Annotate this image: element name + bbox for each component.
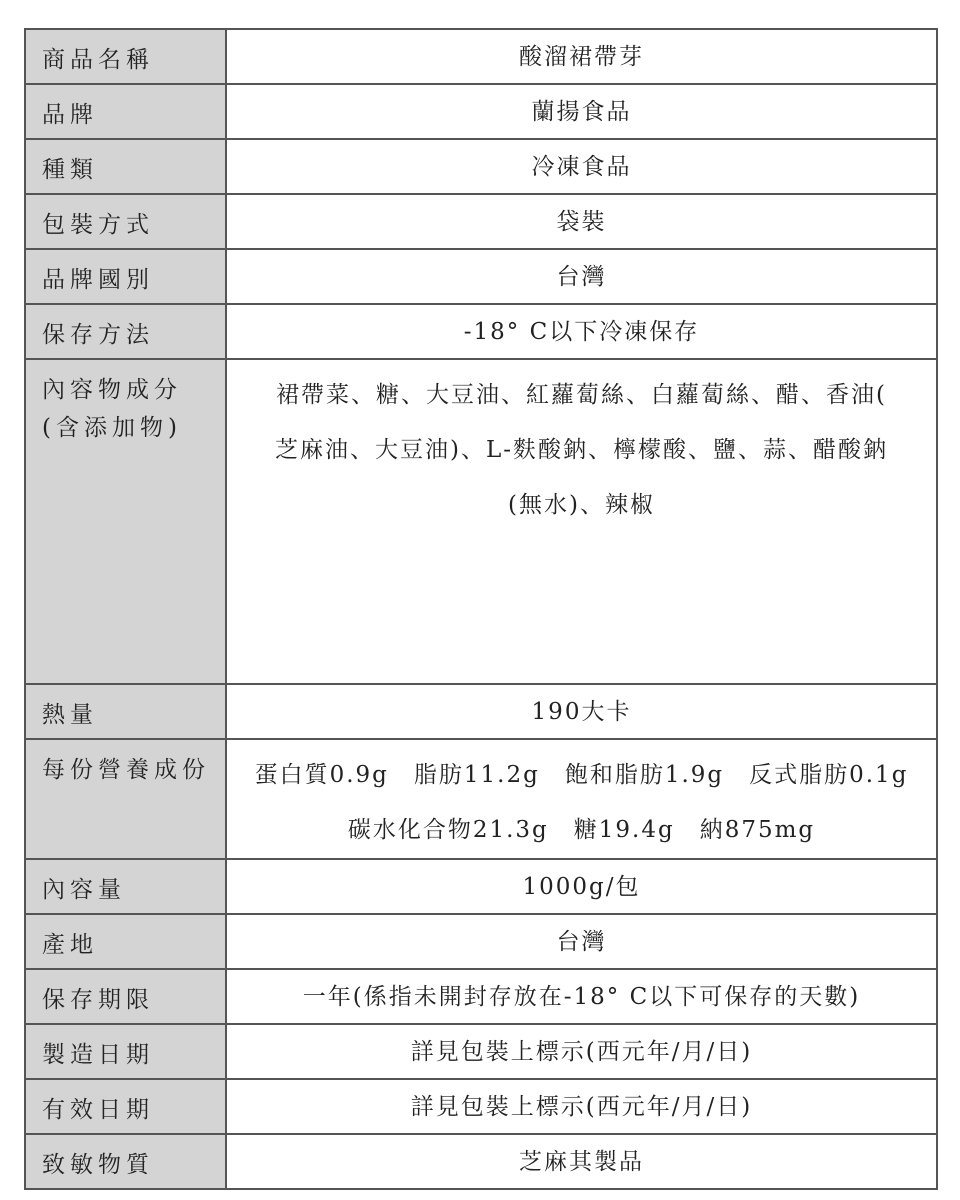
row-label-origin: 產地 [25,914,226,969]
row-label-category: 種類 [25,139,226,194]
row-label-storage-method: 保存方法 [25,304,226,359]
row-value-calories: 190大卡 [226,684,937,739]
row-value-net-content: 1000g/包 [226,859,937,914]
row-value-storage-method: -18° C以下冷凍保存 [226,304,937,359]
ingredients-line: 芝麻油、大豆油)、L-麩酸鈉、檸檬酸、鹽、蒜、醋酸鈉 [274,437,889,463]
row-label-brand: 品牌 [25,84,226,139]
row-value-ingredients [226,359,937,684]
ingredients-line: (無水)、辣椒 [508,492,655,518]
row-value-packaging: 袋裝 [226,194,937,249]
table-row [25,739,937,859]
table-row [25,194,937,249]
table-row [25,969,937,1024]
table-row [25,1024,937,1079]
nutrition-line: 蛋白質0.9g 脂肪11.2g 飽和脂肪1.9g 反式脂肪0.1g [254,762,909,788]
table-row [25,249,937,304]
row-value-origin: 台灣 [226,914,937,969]
ingredients-label-sub: (含添加物) [42,415,182,441]
row-label-shelf-life: 保存期限 [25,969,226,1024]
table-row [25,1134,937,1189]
table-row [25,914,937,969]
table-row [25,139,937,194]
table-row [25,29,937,84]
row-label-ingredients [25,359,226,684]
row-value-shelf-life: 一年(係指未開封存放在-18° C以下可保存的天數) [226,969,937,1024]
row-label-manufacture-date: 製造日期 [25,1024,226,1079]
row-value-expiry-date: 詳見包裝上標示(西元年/月/日) [226,1079,937,1134]
table-row [25,84,937,139]
row-value-nutrition [226,739,937,859]
row-value-allergens: 芝麻其製品 [226,1134,937,1189]
ingredients-label-main: 內容物成分 [42,377,182,403]
row-value-brand-country: 台灣 [226,249,937,304]
row-value-manufacture-date: 詳見包裝上標示(西元年/月/日) [226,1024,937,1079]
table-row [25,359,937,684]
row-label-calories: 熱量 [25,684,226,739]
row-label-net-content: 內容量 [25,859,226,914]
row-label-nutrition: 每份營養成份 [25,739,226,859]
product-spec-table [24,28,938,1190]
row-label-brand-country: 品牌國別 [25,249,226,304]
row-label-packaging: 包裝方式 [25,194,226,249]
table-row [25,304,937,359]
row-value-brand: 蘭揚食品 [226,84,937,139]
table-row [25,859,937,914]
nutrition-line: 碳水化合物21.3g 糖19.4g 納875mg [347,817,816,843]
row-label-product-name: 商品名稱 [25,29,226,84]
row-value-product-name: 酸溜裙帶芽 [226,29,937,84]
row-value-category: 冷凍食品 [226,139,937,194]
table-row [25,1079,937,1134]
row-label-allergens: 致敏物質 [25,1134,226,1189]
table-row [25,684,937,739]
ingredients-line: 裙帶菜、糖、大豆油、紅蘿蔔絲、白蘿蔔絲、醋、香油( [276,382,887,408]
row-label-expiry-date: 有效日期 [25,1079,226,1134]
